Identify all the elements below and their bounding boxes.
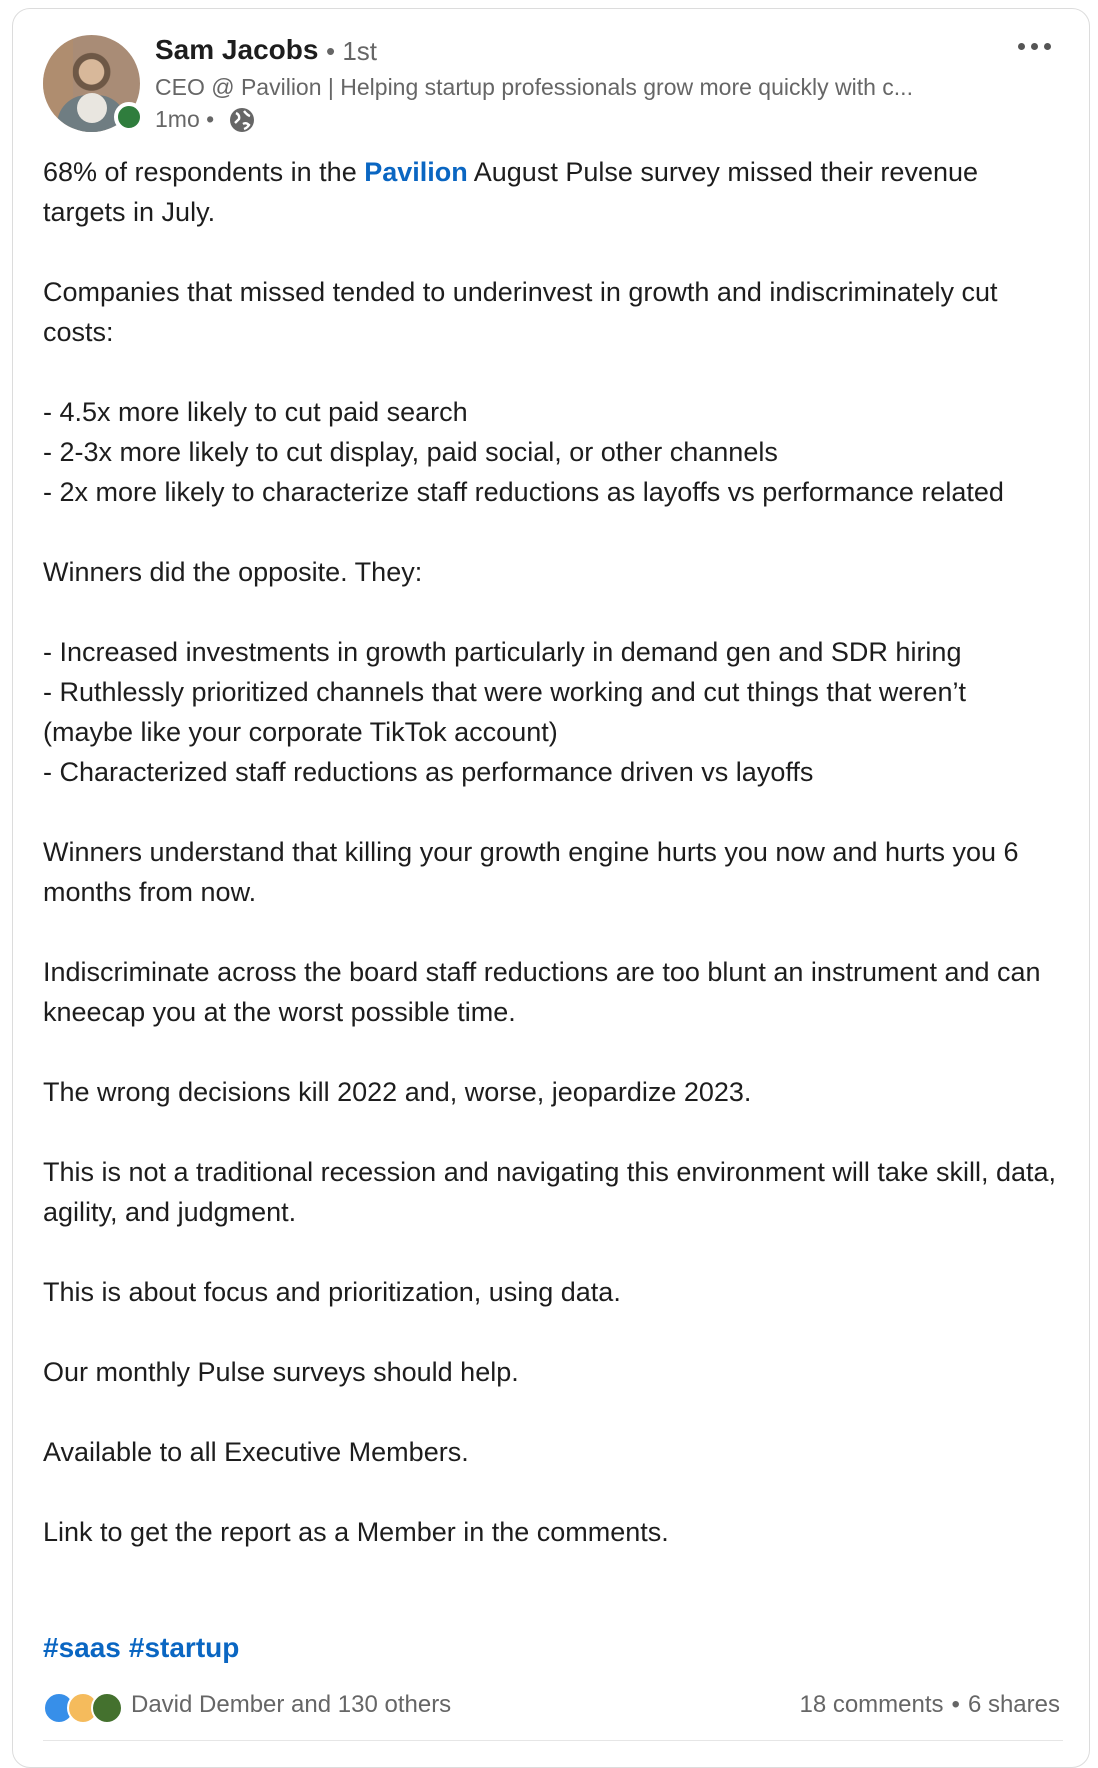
post-list [43,392,1063,512]
globe-icon [228,106,256,134]
post-paragraph: This is about focus and prioritization, using data. [43,1277,621,1307]
support-reaction-icon [91,1692,123,1724]
shares-count[interactable]: 6 shares [967,1691,1060,1718]
post-paragraph: Companies that missed tended to underinvest in growth and indiscriminately cut costs: [43,277,998,347]
hashtags [43,1632,247,1664]
post-paragraph: Available to all Executive Members. [43,1437,469,1467]
dot-icon [1031,43,1038,50]
hashtag-link[interactable]: #startup [128,1632,240,1663]
post-paragraph: Winners did the opposite. They: [43,557,423,587]
comments-count[interactable]: 18 comments [799,1691,944,1718]
post-paragraph: 68% of respondents in the Pavilion August Pulse survey missed their revenue targets in July. [43,157,979,227]
post-paragraph: The wrong decisions kill 2022 and, worse, jeopardize 2023. [43,1077,752,1107]
list-item: - 2-3x more likely to cut display, paid social, or other channels [43,437,778,467]
dot-icon [1044,43,1051,50]
reactions-count[interactable]: David Dember and 130 others [131,1691,452,1718]
author-headline: CEO @ Pavilion | Helping startup professionals grow more quickly with c... [155,74,913,100]
online-status-indicator [114,102,144,132]
dot-icon [1018,43,1025,50]
hashtag-link[interactable]: #saas [43,1632,121,1663]
reaction-icons[interactable] [43,1690,123,1722]
list-item: - 2x more likely to characterize staff reductions as layoffs vs performance related [43,477,1004,507]
post-paragraph: Winners understand that killing your growth engine hurts you now and hurts you 6 months from now. [43,837,1019,907]
post-time: 1mo • [155,106,215,132]
post-body [43,152,1063,1552]
more-options-button[interactable] [1010,34,1058,58]
list-item: - Increased investments in growth particularly in demand gen and SDR hiring [43,637,962,667]
mention-link[interactable]: Pavilion [364,157,468,187]
list-item: - Ruthlessly prioritized channels that were working and cut things that weren’t (maybe like your corporate TikTok account) [43,677,966,747]
list-item: - Characterized staff reductions as performance driven vs layoffs [43,757,814,787]
post-list [43,632,1063,792]
author-name[interactable]: Sam Jacobs [155,34,319,65]
separator: • [951,1691,960,1718]
post-paragraph: Link to get the report as a Member in the comments. [43,1517,669,1547]
post-paragraph: Indiscriminate across the board staff reductions are too blunt an instrument and can kneecap you at the worst possible time. [43,957,1041,1027]
social-counts [799,1691,1060,1719]
post-paragraph: This is not a traditional recession and navigating this environment will take skill, data, agility, and judgment. [43,1157,1057,1227]
connection-degree: • 1st [326,36,378,66]
post-paragraph: Our monthly Pulse surveys should help. [43,1357,519,1387]
list-item: - 4.5x more likely to cut paid search [43,397,468,427]
divider [43,1740,1063,1741]
